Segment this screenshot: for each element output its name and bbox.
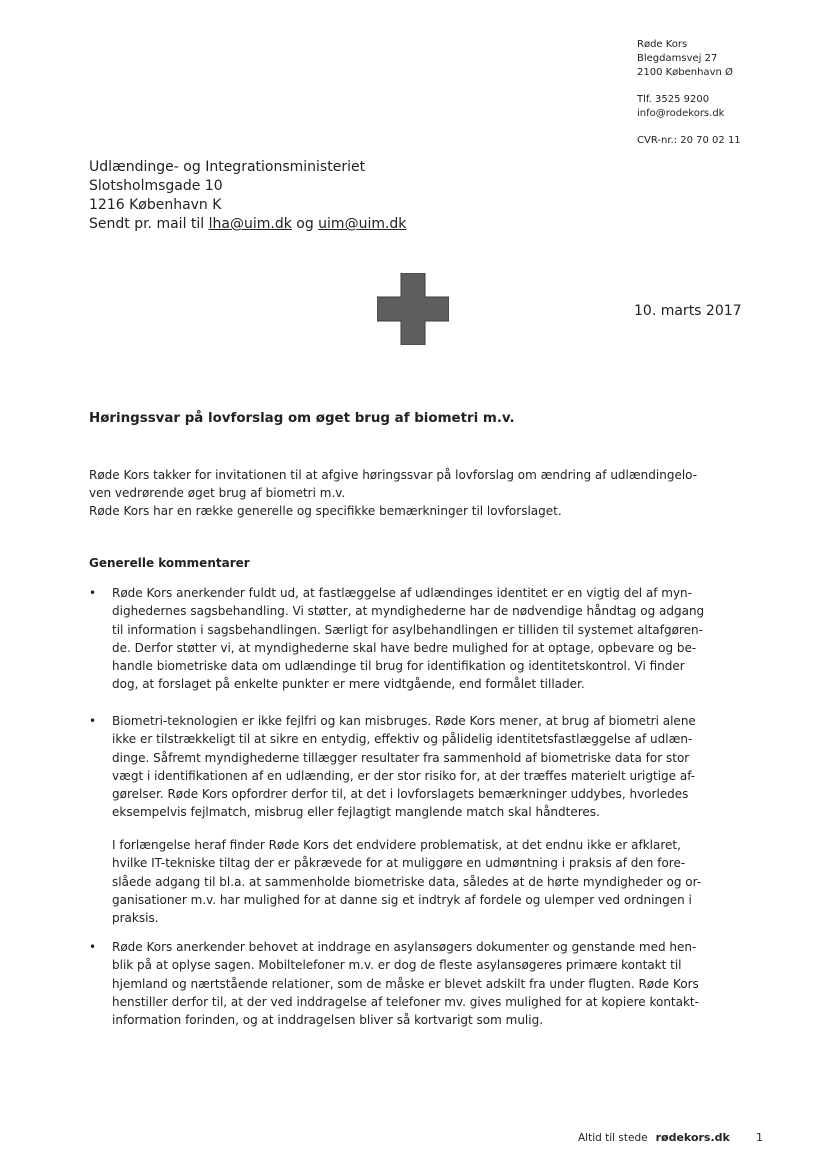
bullet-line: blik på at oplyse sagen. Mobiltelefoner m.v. er dog de fleste asylansøgeres primære kontakt til	[112, 958, 682, 973]
bullet-text	[112, 938, 699, 1029]
bullet-line: de. Derfor støtter vi, at myndighederne skal have bedre mulighed for at optage, opbevare og be-	[112, 640, 697, 655]
bullet-line: Røde Kors anerkender behovet at inddrage en asylansøgers dokumenter og genstande med hen-	[112, 940, 697, 954]
section-heading: Generelle kommentarer	[89, 556, 250, 570]
bullet-line: eksempelvis fejlmatch, misbrug eller fejlagtigt manglende match skal håndteres.	[112, 805, 600, 820]
recipient-city: 1216 København K	[89, 197, 222, 213]
bullet-line: Biometri-teknologien er ikke fejlfri og kan misbruges. Røde Kors mener, at brug af biometri alene	[112, 714, 696, 728]
bullet-2-continuation	[112, 836, 701, 927]
bullet-line: Røde Kors anerkender fuldt ud, at fastlæggelse af udlændinges identitet er en vigtig del af myn-	[112, 586, 692, 600]
recipient-name: Udlændinge- og Integrationsministeriet	[89, 159, 366, 175]
bullet-text	[112, 584, 704, 694]
letter-date: 10. marts 2017	[634, 303, 742, 319]
sender-phone: Tlf. 3525 9200	[637, 94, 710, 105]
bullet-line: gørelser. Røde Kors opfordrer derfor til, at det i lovforslagets bemærkninger uddybes, hvorledes	[112, 787, 689, 802]
bullet-line: henstiller derfor til, at der ved inddragelse af telefoner mv. gives mulighed for at kopiere kontakt-	[112, 994, 699, 1009]
sender-cvr: CVR-nr.: 20 70 02 11	[637, 135, 741, 146]
bullet-symbol: •	[89, 714, 97, 728]
bullet-line: vægt i identifikationen af en udlænding, er der stor risiko for, at der træffes materielt urigtige af-	[112, 768, 696, 783]
mail-join: og	[291, 216, 319, 232]
bullet-line: dog, at forslaget på enkelte punkter er mere vidtgående, end formålet tillader.	[112, 677, 585, 692]
bullet-line: til information i sagsbehandlingen. Særligt for asylbehandlingen er tilliden til systemet altafgøren-	[112, 622, 703, 637]
bullet-line: ganisationer m.v. har mulighed for at danne sig et indtryk af fordele og ulemper ved ordningen i	[112, 892, 692, 907]
bullet-line: dinge. Såfremt myndighederne tillægger resultater fra sammenhold af biometriske data for stor	[112, 750, 690, 765]
bullet-symbol: •	[89, 940, 97, 954]
recipient-address	[89, 158, 406, 234]
footer-tagline: Altid til stede	[578, 1132, 648, 1144]
page-footer	[578, 1131, 763, 1144]
intro-line: Røde Kors takker for invitationen til at afgive høringssvar på lovforslag om ændring af udlændingelo-	[89, 468, 698, 482]
intro-line: Røde Kors har en række generelle og specifikke bemærkninger til lovforslaget.	[89, 504, 562, 518]
cross-shape	[377, 273, 449, 345]
bullet-line: handle biometriske data om udlændinge til brug for identifikation og identitetskontrol. Vi finder	[112, 659, 685, 674]
bullet-line: praksis.	[112, 911, 159, 926]
bullet-line: I forlængelse heraf finder Røde Kors det endvidere problematisk, at det endnu ikke er afklaret,	[112, 838, 681, 852]
intro-line: ven vedrørende øget brug af biometri m.v.	[89, 486, 346, 500]
bullet-symbol: •	[89, 586, 97, 600]
bullet-line: ikke er tilstrækkeligt til at sikre en entydig, effektiv og pålidelig identitetsfastlæggelse af udlæn-	[112, 732, 693, 747]
red-cross-logo-icon	[377, 273, 449, 345]
bullet-line: dighedernes sagsbehandling. Vi støtter, at myndighederne har de nødvendige håndtag og adgang	[112, 604, 705, 619]
recipient-mail-line	[89, 215, 406, 234]
letter-subject: Høringssvar på lovforslag om øget brug af biometri m.v.	[89, 411, 515, 426]
bullet-text	[112, 712, 696, 822]
mail-link-uim[interactable]: uim@uim.dk	[318, 216, 407, 232]
page-number: 1	[756, 1131, 763, 1144]
sender-street: Blegdamsvej 27	[637, 53, 718, 64]
mail-link-lha[interactable]: lha@uim.dk	[208, 216, 292, 232]
footer-site-link[interactable]: rødekors.dk	[655, 1131, 730, 1144]
sender-email: info@rodekors.dk	[637, 108, 725, 119]
recipient-street: Slotsholmsgade 10	[89, 178, 223, 194]
intro-paragraph	[89, 466, 739, 520]
bullet-line: information forinden, og at inddragelsen bliver så kortvarigt som mulig.	[112, 1013, 544, 1028]
sender-address	[637, 38, 741, 148]
sender-city: 2100 København Ø	[637, 67, 733, 78]
bullet-line: hjemland og nærtstående relationer, som de måske er blevet adskilt fra under flugten. Røde Kors	[112, 976, 699, 991]
bullet-line: hvilke IT-tekniske tiltag der er påkrævede for at muliggøre en udmøntning i praksis af den fore-	[112, 856, 686, 871]
sender-name: Røde Kors	[637, 39, 688, 50]
mail-prefix: Sendt pr. mail til	[89, 216, 209, 232]
bullet-line: slåede adgang til bl.a. at sammenholde biometriske data, således at de hørte myndigheder og or-	[112, 874, 702, 889]
